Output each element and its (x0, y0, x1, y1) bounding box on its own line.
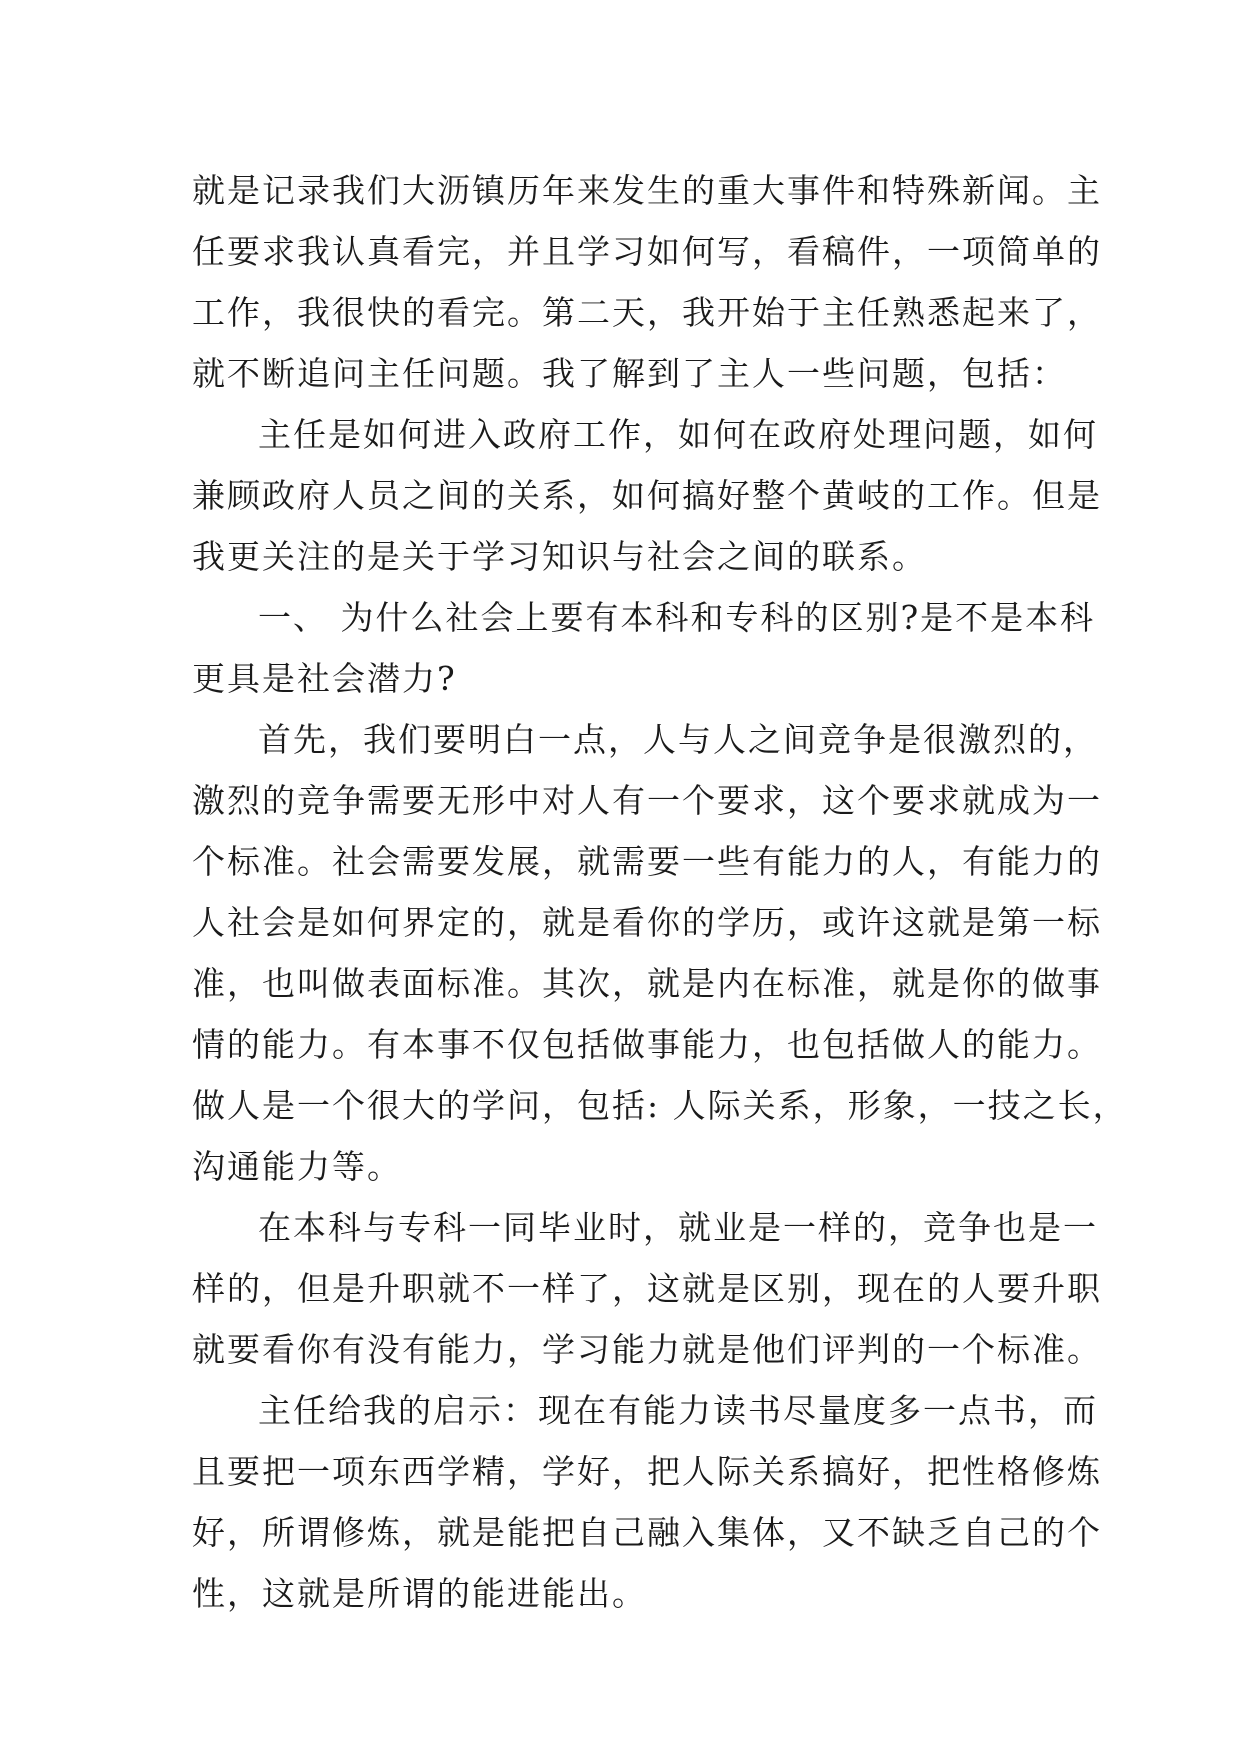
text-line: 准，也叫做表面标准。其次，就是内在标准，就是你的做事 (192, 964, 1102, 1003)
text-line: 个标准。社会需要发展，就需要一些有能力的人，有能力的 (192, 842, 1102, 881)
text-line: 主任给我的启示：现在有能力读书尽量度多一点书，而 (258, 1391, 1098, 1430)
text-line: 激烈的竞争需要无形中对人有一个要求，这个要求就成为一 (192, 781, 1102, 820)
text-line: 做人是一个很大的学问，包括: 人际关系，形象，一技之长， (192, 1086, 1128, 1125)
text-line: 就是记录我们大沥镇历年来发生的重大事件和特殊新闻。主 (192, 171, 1102, 210)
document-body (192, 160, 1128, 1624)
text-line: 我更关注的是关于学习知识与社会之间的联系。 (192, 537, 927, 576)
text-line: 情的能力。有本事不仅包括做事能力，也包括做人的能力。 (192, 1025, 1102, 1064)
text-line: 任要求我认真看完，并且学习如何写，看稿件，一项简单的 (192, 232, 1102, 271)
text-line: 工作，我很快的看完。第二天，我开始于主任熟悉起来了， (192, 293, 1102, 332)
text-line: 好，所谓修炼，就是能把自己融入集体，又不缺乏自己的个 (192, 1513, 1102, 1552)
text-line: 在本科与专科一同毕业时，就业是一样的，竞争也是一 (258, 1208, 1098, 1247)
text-line: 且要把一项东西学精，学好，把人际关系搞好，把性格修炼 (192, 1452, 1102, 1491)
text-line: 首先，我们要明白一点，人与人之间竞争是很激烈的， (258, 720, 1098, 759)
section-heading-line: 一、 为什么社会上要有本科和专科的区别?是不是本科 (258, 598, 1096, 637)
text-line: 就不断追问主任问题。我了解到了主人一些问题，包括： (192, 354, 1067, 393)
text-line: 沟通能力等。 (192, 1147, 402, 1186)
text-line: 人社会是如何界定的，就是看你的学历，或许这就是第一标 (192, 903, 1102, 942)
section-heading-line: 更具是社会潜力? (192, 659, 457, 698)
text-line: 性，这就是所谓的能进能出。 (192, 1574, 647, 1613)
text-line: 样的，但是升职就不一样了，这就是区别，现在的人要升职 (192, 1269, 1102, 1308)
text-line: 兼顾政府人员之间的关系，如何搞好整个黄岐的工作。但是 (192, 476, 1102, 515)
text-line: 就要看你有没有能力，学习能力就是他们评判的一个标准。 (192, 1330, 1102, 1369)
text-line: 主任是如何进入政府工作，如何在政府处理问题，如何 (258, 415, 1098, 454)
